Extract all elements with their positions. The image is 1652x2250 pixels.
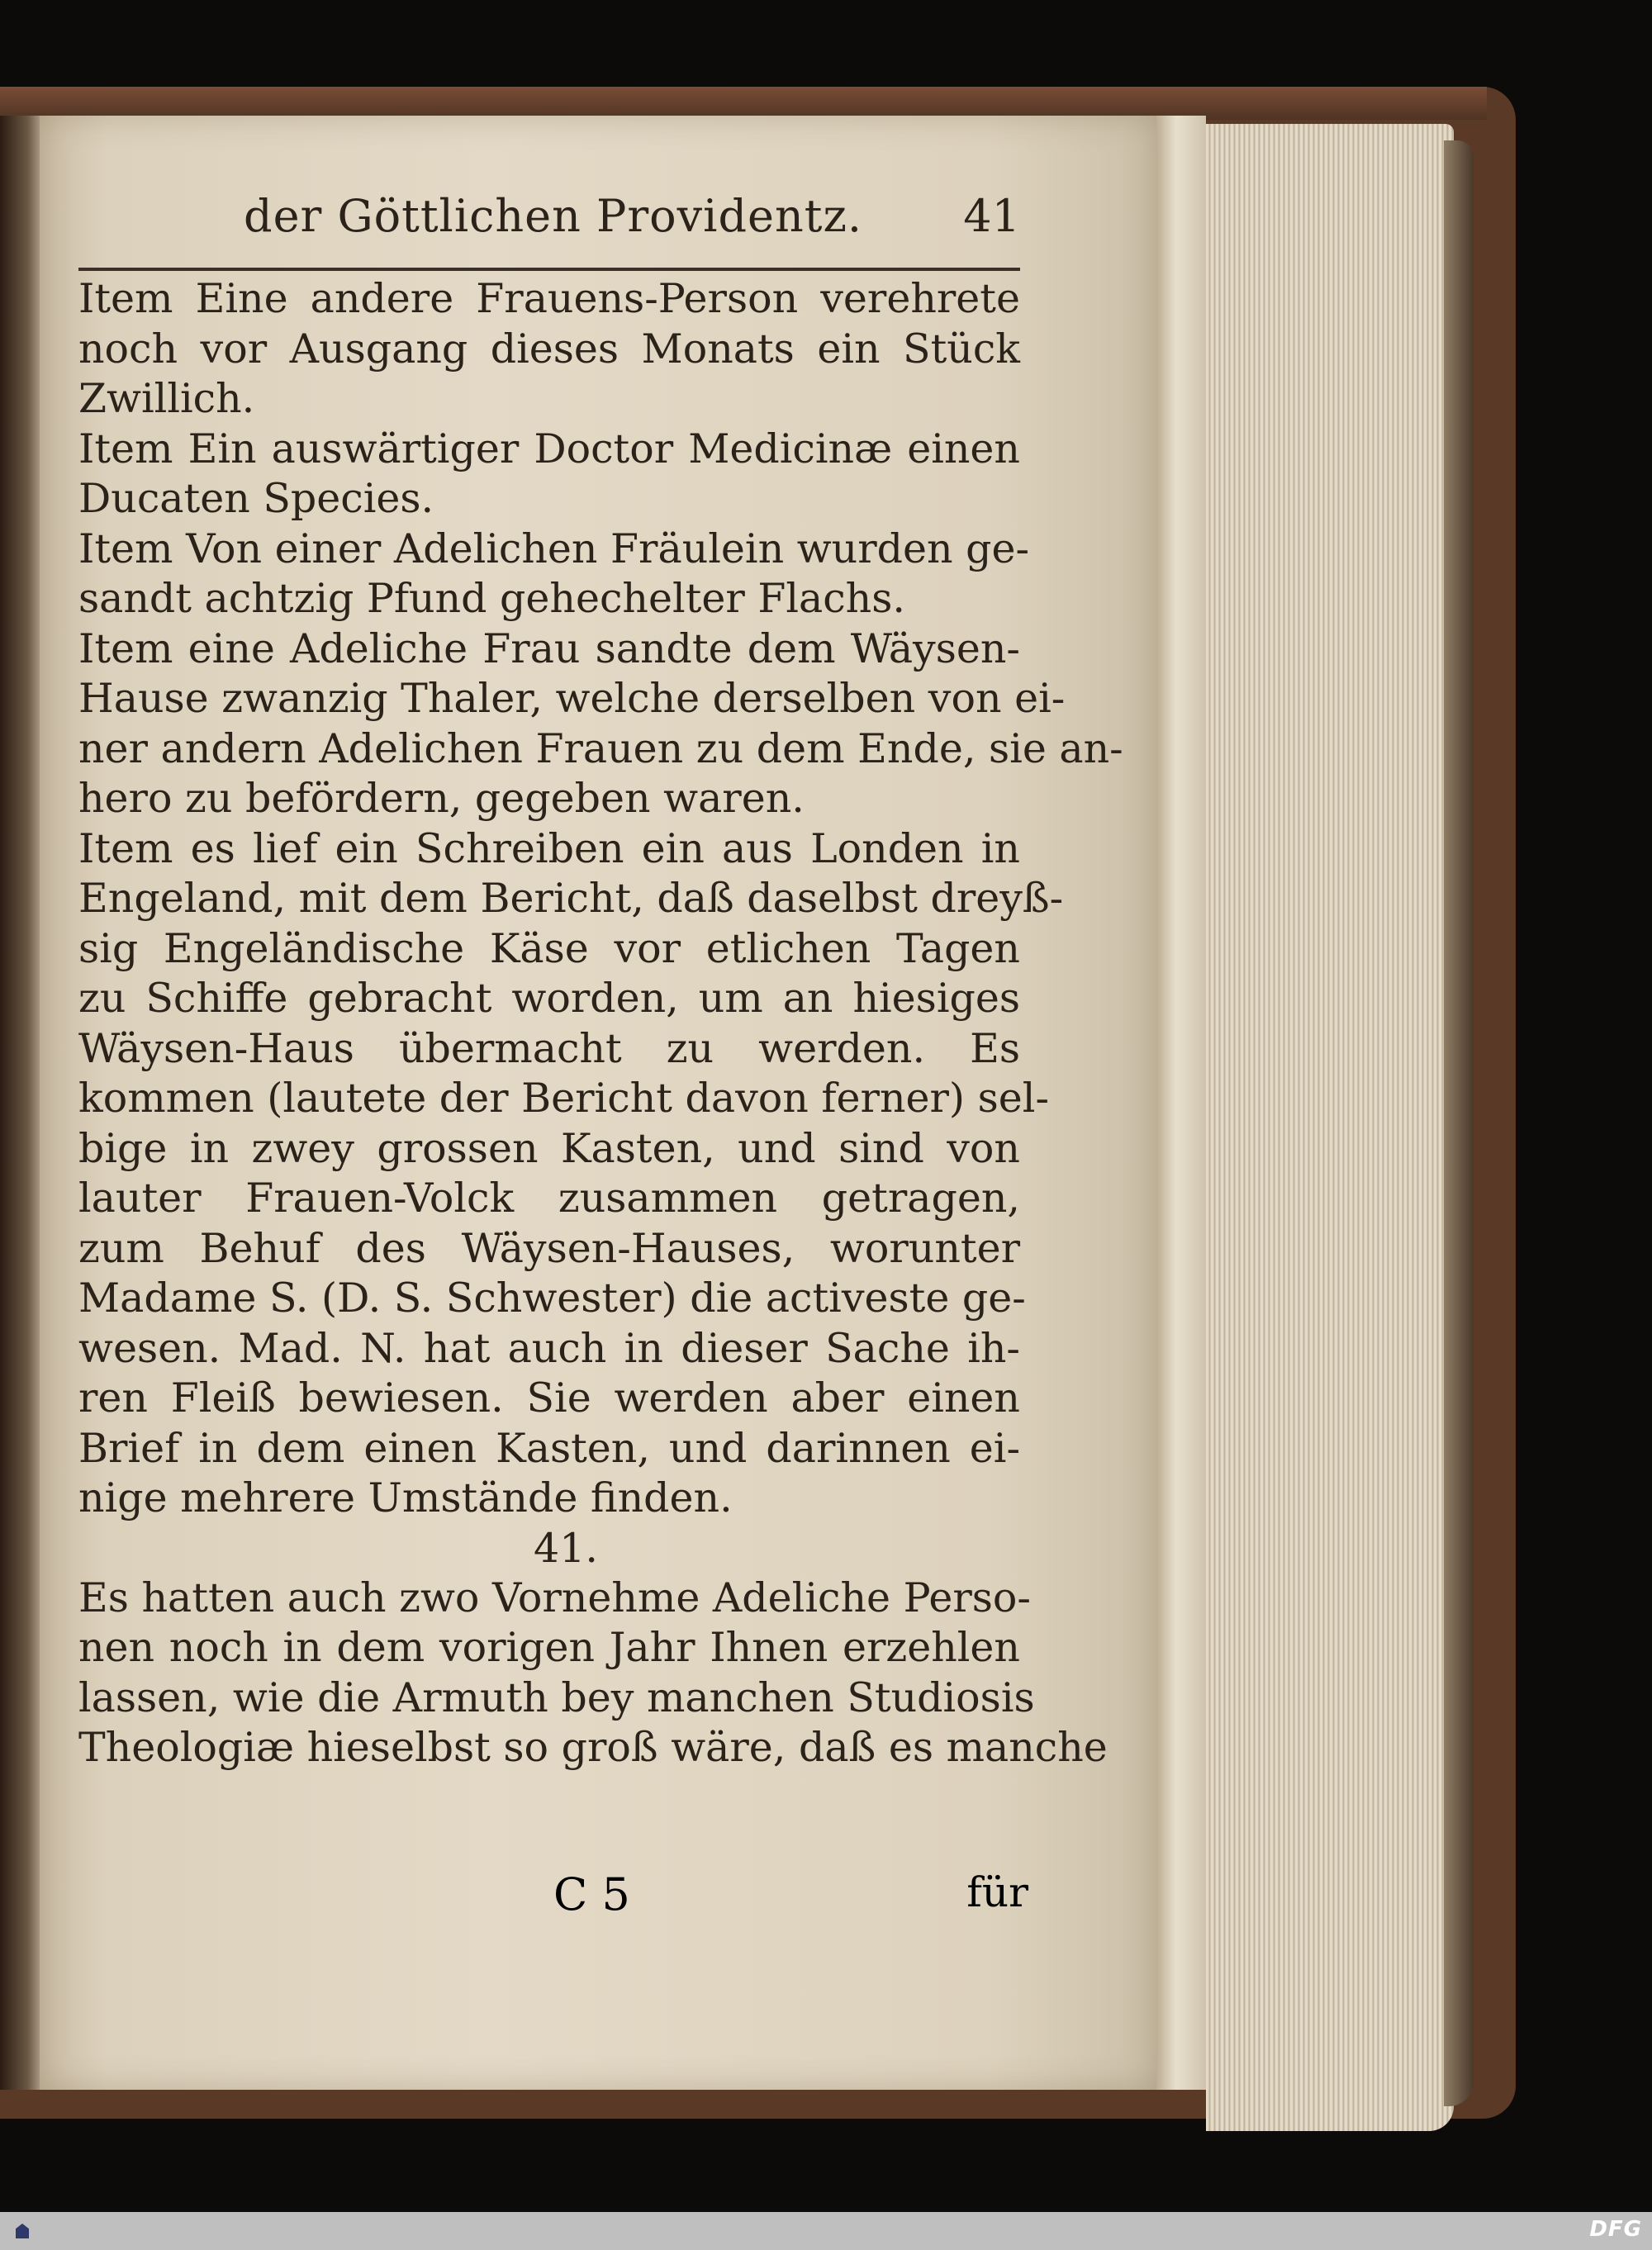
page-gutter [1156,116,1206,2090]
text-line: Item eine Adeliche Frau sandte dem Wäysen- [78,624,1020,672]
text-line: Zwillich. [78,375,255,422]
signature-mark: C 5 [553,1868,630,1920]
text-line: Wäysen-Haus übermacht zu werden. Es [78,1024,1020,1072]
book-cover-top-edge [0,87,1487,120]
attribution-bar [0,2212,1652,2250]
text-line: lauter Frauen-Volck zusammen getragen, [78,1175,1020,1222]
page-number: 41 [963,190,1020,242]
page-text [78,190,1123,1773]
running-title: der Göttlichen Providentz. [244,190,863,242]
text-line: bige in zwey grossen Kasten, und sind von [78,1124,1020,1172]
previous-page-edge [0,116,40,2090]
text-line: Theologiæ hieselbst so groß wäre, daß es manche [78,1724,1108,1771]
running-head [78,190,1020,256]
text-line: Es hatten auch zwo Vornehme Adeliche Perso- [78,1574,1031,1621]
text-line: lassen, wie die Armuth bey manchen Studiosis [78,1673,1035,1721]
text-line: Ducaten Species. [78,475,434,522]
page-footer [78,1868,1028,1926]
text-line: kommen (lautete der Bericht davon ferner) sel- [78,1075,1049,1122]
page-stack-edge [1206,124,1454,2131]
text-line: noch vor Ausgang dieses Monats ein Stück [78,325,1020,373]
text-line: Engeland, mit dem Bericht, daß daselbst dreyß- [78,875,1064,922]
library-logo-icon [5,2214,40,2248]
text-line: Madame S. (D. S. Schwester) die activeste ge- [78,1275,1026,1322]
text-line: wesen. Mad. N. hat auch in dieser Sache ih- [78,1324,1020,1372]
library-building-icon [16,2224,29,2238]
header-rule [78,268,1020,271]
text-line: Item Ein auswärtiger Doctor Medicinæ einen [78,425,1020,472]
dfg-logo: DFG [1589,2217,1642,2242]
text-line: Item es lief ein Schreiben ein aus Londen in [78,824,1020,872]
text-line: ner andern Adelichen Frauen zu dem Ende, sie an- [78,724,1123,772]
text-line: ren Fleiß bewiesen. Sie werden aber einen [78,1374,1020,1422]
text-line: zum Behuf des Wäysen-Hauses, worunter [78,1224,1020,1272]
text-line: nen noch in dem vorigen Jahr Ihnen erzehlen [78,1624,1020,1671]
text-line: sandt achtzig Pfund gehechelter Flachs. [78,575,905,622]
text-line: hero zu befördern, gegeben waren. [78,775,805,822]
text-line: Item Von einer Adelichen Fräulein wurden ge- [78,525,1030,572]
text-line: zu Schiffe gebracht worden, um an hiesiges [78,975,1020,1022]
text-line: sig Engeländische Käse vor etlichen Tagen [78,924,1020,972]
catchword: für [966,1868,1028,1916]
text-line: nige mehrere Umstände finden. [78,1474,733,1521]
text-line: Item Eine andere Frauens-Person verehrete [78,275,1020,322]
text-line: Hause zwanzig Thaler, welche derselben von ei- [78,675,1066,722]
text-line: Brief in dem einen Kasten, und darinnen ei- [78,1424,1020,1472]
section-number: 41. [534,1524,598,1572]
